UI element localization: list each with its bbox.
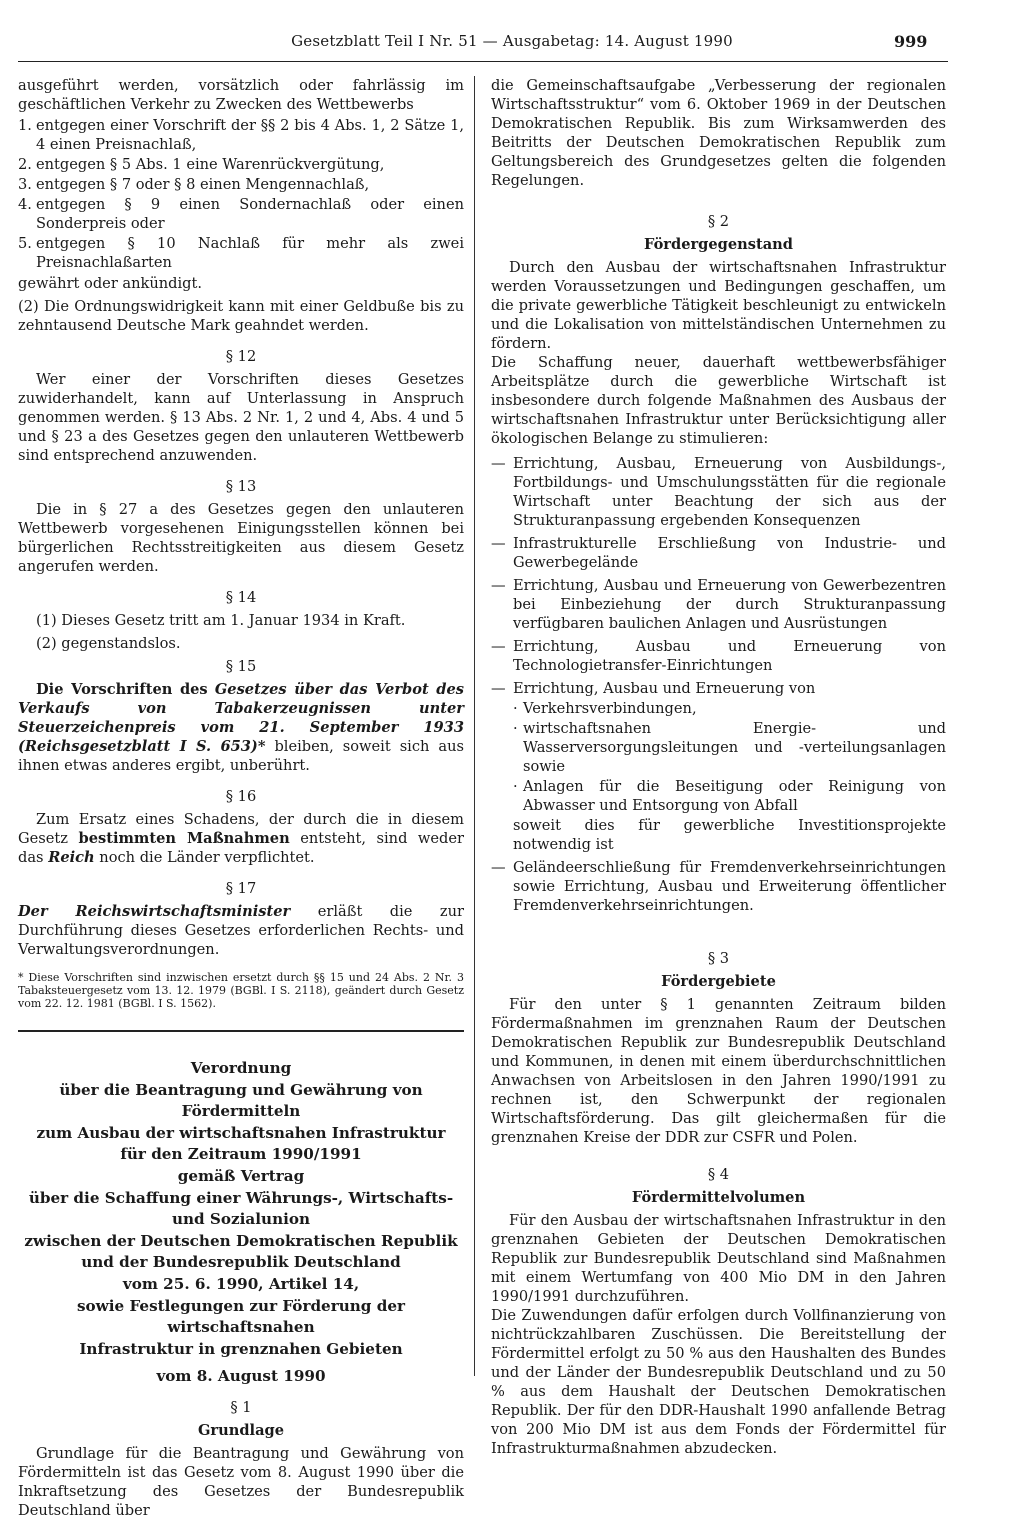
section-16-part-c: entsteht, sind weder das xyxy=(18,830,464,866)
sub-list-text: wirtschaftsnahen Energie- und Wasserversorgungsleitungen und -verteilungsanlagen sowie xyxy=(523,720,946,775)
list-text: Errichtung, Ausbau und Erneuerung von Gewerbezentren bei Einbeziehung der durch Strukturanpassung verfügbaren baulichen Anlagen und Ausrüstungen xyxy=(513,577,946,632)
list-number: 5. xyxy=(18,235,32,252)
ordinance-title-line: vom 25. 6. 1990, Artikel 14, xyxy=(122,1274,360,1293)
list-item xyxy=(18,116,464,154)
list-number: 2. xyxy=(18,156,32,173)
section-4-paragraph-1: Für den Ausbau der wirtschaftsnahen Infrastruktur in den grenznahen Gebieten der Deutschen Demokratischen Republik zur Bundesrepublik Deutschland sind Maßnahmen mit einem Wertumfang von 400 Mio DM in den Jahren 1990/1991 durchzuführen. xyxy=(491,1212,946,1305)
section-2-title: Fördergegenstand xyxy=(644,236,793,253)
section-15-text xyxy=(18,680,464,775)
section-13-heading: § 13 xyxy=(225,478,257,495)
section-15-lead: Die Vorschriften des xyxy=(36,681,208,698)
list-text: Errichtung, Ausbau und Erneuerung von Technologietransfer-Einrichtungen xyxy=(513,638,946,674)
list-item: — Errichtung, Ausbau und Erneuerung von Technologietransfer-Einrichtungen xyxy=(491,638,946,674)
section-15-tail: bleiben, soweit sich aus ihnen etwas anderes ergibt, unberührt. xyxy=(18,738,464,774)
paragraph-2: (2) Die Ordnungswidrigkeit kann mit einer Geldbuße bis zu zehntausend Deutsche Mark geahndet werden. xyxy=(18,298,464,334)
list-item: — Geländeerschließung für Fremdenverkehrseinrichtungen sowie Errichtung, Ausbau und Erweiterung öffentlicher Fremdenverkehrseinrichtungen. xyxy=(491,859,946,914)
section-1-text: Grundlage für die Beantragung und Gewährung von Fördermitteln ist das Gesetz vom 8. August 1990 über die Inkraftsetzung des Gesetzes der Bundesrepublik Deutschland über xyxy=(18,1444,464,1519)
numbered-list xyxy=(18,116,464,272)
section-separator xyxy=(18,1030,464,1032)
list-item-body xyxy=(513,679,946,854)
section-16-reich: Reich xyxy=(48,849,95,866)
column-divider xyxy=(474,76,475,1376)
section-15-heading: § 15 xyxy=(225,658,257,675)
section-2-paragraph-1: Durch den Ausbau der wirtschaftsnahen Infrastruktur werden Voraussetzungen und Bedingungen geschaffen, um die private gewerbliche Tätigkeit beschleunigt zu entwickeln und die Lokalisation von mittelständischen Unternehmen zu fördern. xyxy=(491,259,946,352)
intro-text: ausgeführt werden, vorsätzlich oder fahrlässig im geschäftlichen Verkehr zu Zwecken des Wettbewerbs xyxy=(18,77,464,113)
sub-list-item: · Anlagen für die Beseitigung oder Reinigung von Abwasser und Entsorgung von Abfall xyxy=(513,778,946,814)
section-15-law-title: Gesetzes über das Verbot des Verkaufs von Tabakerzeugnissen unter Steuerzeichenpreis vom 21. September 1933 (Reichsgesetzblatt I S. 653)* xyxy=(18,681,465,755)
section-16-part-e: noch die Länder verpflichtet. xyxy=(99,849,315,866)
list-number: 3. xyxy=(18,176,32,193)
list-number: 1. xyxy=(18,117,32,134)
list-text: Geländeerschließung für Fremdenverkehrseinrichtungen sowie Errichtung, Ausbau und Erweiterung öffentlicher Fremdenverkehrseinrichtungen. xyxy=(513,859,946,914)
after-list-text: gewährt oder ankündigt. xyxy=(18,275,203,292)
section-17-minister: Der Reichswirtschaftsminister xyxy=(18,903,291,920)
list-text: entgegen § 9 einen Sondernachlaß oder einen Sonderpreis oder xyxy=(36,196,464,232)
page-number: 999 xyxy=(894,32,928,51)
list-text: entgegen einer Vorschrift der §§ 2 bis 4 Abs. 1, 2 Sätze 1, 4 einen Preisnachlaß, xyxy=(36,117,464,153)
section-4-paragraph-2: Die Zuwendungen dafür erfolgen durch Vollfinanzierung von nichtrückzahlbaren Zuschüssen. Die Bereitstellung der Fördermittel erfolgt zu 50 % aus den Haushalten des Bundes und der Länder der Bundesrepublik Deutschland und zu 50 % aus dem Haushalt der Deutschen Demokratischen Republik. Der für den DDR-Haushalt 1990 anfallende Betrag von 200 Mio DM ist aus dem Fonds der Fördermittel für Infrastrukturmaßnahmen abzudecken. xyxy=(491,1307,946,1457)
sub-list-item: · wirtschaftsnahen Energie- und Wasserversorgungsleitungen und -verteilungsanlagen sowie xyxy=(513,720,946,775)
section-16-part-a: Zum Ersatz eines Schadens, der durch die in diesem Gesetz xyxy=(18,811,464,847)
ordinance-title-line: sowie Festlegungen zur Förderung der wirtschaftsnahen xyxy=(77,1296,405,1337)
header-rule xyxy=(18,61,948,62)
right-column xyxy=(491,76,946,1458)
sub-list-text: Verkehrsverbindungen, xyxy=(523,700,697,717)
section-1-title: Grundlage xyxy=(197,1421,285,1439)
continuation-text: die Gemeinschaftsaufgabe „Verbesserung der regionalen Wirtschaftsstruktur“ vom 6. Oktober 1969 in der Deutschen Demokratischen Republik. Bis zum Wirksamwerden des Beitritts der Deutschen Demokratischen Republik zum Geltungsbereich des Grundgesetzes gelten die folgenden Regelungen. xyxy=(491,77,946,189)
list-text: Errichtung, Ausbau, Erneuerung von Ausbildungs-, Fortbildungs- und Umschulungsstätten für die regionale Wirtschaft unter Beachtung der sich aus der Strukturanpassung ergebenden Konsequenzen xyxy=(513,455,946,529)
measures-list xyxy=(491,454,946,915)
ordinance-date: vom 8. August 1990 xyxy=(156,1367,326,1386)
section-1-heading: § 1 xyxy=(230,1398,252,1416)
section-12-heading: § 12 xyxy=(225,348,257,365)
section-12-text: Wer einer der Vorschriften dieses Gesetzes zuwiderhandelt, kann auf Unterlassung in Anspruch genommen werden. § 13 Abs. 2 Nr. 1, 2 und 4, Abs. 4 und 5 und § 23 a des Gesetzes gegen den unlauteren Wettbewerb sind entsprechend anzuwenden. xyxy=(18,371,464,464)
list-number: 4. xyxy=(18,196,32,213)
list-item xyxy=(18,155,464,174)
list-item: — Infrastrukturelle Erschließung von Industrie- und Gewerbegelände xyxy=(491,535,946,571)
list-item: — Errichtung, Ausbau und Erneuerung von Gewerbezentren bei Einbeziehung der durch Strukturanpassung verfügbaren baulichen Anlagen und Ausrüstungen xyxy=(491,577,946,632)
ordinance-title-line: über die Beantragung und Gewährung von Fördermitteln xyxy=(59,1080,423,1121)
section-14-paragraph-2: (2) gegenstandslos. xyxy=(36,635,181,652)
section-3-heading: § 3 xyxy=(707,950,730,967)
ordinance-title-line: Verordnung xyxy=(190,1059,292,1077)
list-text: Infrastrukturelle Erschließung von Industrie- und Gewerbegelände xyxy=(513,535,946,571)
ordinance-title-line: Infrastruktur in grenznahen Gebieten xyxy=(79,1339,403,1358)
section-14-paragraph-1: (1) Dieses Gesetz tritt am 1. Januar 1934 in Kraft. xyxy=(36,612,406,629)
section-13-text: Die in § 27 a des Gesetzes gegen den unlauteren Wettbewerb vorgesehenen Einigungsstellen können bei bürgerlichen Rechtsstreitigkeiten aus diesem Gesetz angerufen werden. xyxy=(18,501,464,575)
sub-list-after: soweit dies für gewerbliche Investitionsprojekte notwendig ist xyxy=(513,817,946,853)
section-17-text xyxy=(18,902,464,959)
section-16-heading: § 16 xyxy=(225,788,257,805)
list-text: entgegen § 5 Abs. 1 eine Warenrückvergütung, xyxy=(36,156,385,173)
ordinance-title-line: und der Bundesrepublik Deutschland xyxy=(81,1253,401,1272)
ordinance-title-line: zwischen der Deutschen Demokratischen Republik xyxy=(24,1231,458,1250)
section-14-heading: § 14 xyxy=(225,589,257,606)
section-17-tail: erläßt die zur Durchführung dieses Gesetzes erforderlichen Rechts- und Verwaltungsverordnungen. xyxy=(18,903,464,958)
section-3-text: Für den unter § 1 genannten Zeitraum bilden Fördermaßnahmen im grenznahen Raum der Deutschen Demokratischen Republik zur Bundesrepublik Deutschland und Kommunen, in denen mit einem überdurchschnittlichen Anwachsen von Arbeitslosen in den Jahren 1990/1991 zu rechnen ist, den Schwerpunkt der regionalen Wirtschaftsförderung. Das gilt gleichermaßen für die grenznahen Kreise der DDR zur CSFR und Polen. xyxy=(491,996,946,1146)
left-column xyxy=(18,76,464,1520)
section-3-title: Fördergebiete xyxy=(661,973,776,990)
list-item: — Errichtung, Ausbau und Erneuerung von · Verkehrsverbindungen, · wirtschaftsnahen Energie- und Wasserversorgungsleitungen und -verteilungsanlagen sowie · Anlagen für die Beseitigung oder Reinigung von Abwasser und Entsorgung von Abfall soweit dies für gewerbliche Investitionsprojekte notwendig ist xyxy=(491,680,946,853)
section-4-heading: § 4 xyxy=(707,1166,730,1183)
ordinance-title-line: für den Zeitraum 1990/1991 xyxy=(120,1145,362,1164)
section-16-text xyxy=(18,810,464,867)
sub-list-item: · Verkehrsverbindungen, xyxy=(513,699,946,718)
running-head: Gesetzblatt Teil I Nr. 51 — Ausgabetag: 14. August 1990 xyxy=(291,32,733,50)
section-17-heading: § 17 xyxy=(225,880,257,897)
section-2-heading: § 2 xyxy=(707,213,730,230)
page-header xyxy=(0,32,1024,56)
list-item: — Errichtung, Ausbau, Erneuerung von Ausbildungs-, Fortbildungs- und Umschulungsstätten für die regionale Wirtschaft unter Beachtung der sich aus der Strukturanpassung ergebenden Konsequenzen xyxy=(491,455,946,529)
sub-list-text: Anlagen für die Beseitigung oder Reinigung von Abwasser und Entsorgung von Abfall xyxy=(523,778,946,814)
list-item xyxy=(18,234,464,272)
footnote: * Diese Vorschriften sind inzwischen ersetzt durch §§ 15 und 24 Abs. 2 Nr. 3 Tabaksteuergesetz vom 13. 12. 1979 (BGBl. I S. 2118), geändert durch Gesetz vom 22. 12. 1981 (BGBl. I S. 1562). xyxy=(18,971,464,1010)
ordinance-title xyxy=(18,1058,464,1360)
section-2-paragraph-2: Die Schaffung neuer, dauerhaft wettbewerbsfähiger Arbeitsplätze durch die gewerbliche Wirtschaft ist insbesondere durch folgende Maßnahmen des Ausbaus der wirtschaftsnahen Infrastruktur unter Berücksichtigung aller ökologischen Belange zu stimulieren: xyxy=(491,354,946,447)
section-4-title: Fördermittelvolumen xyxy=(631,1189,806,1206)
list-item xyxy=(18,195,464,233)
section-16-emphasis: bestimmten Maßnahmen xyxy=(78,830,290,847)
list-text: Errichtung, Ausbau und Erneuerung von xyxy=(513,680,816,697)
ordinance-title-line: zum Ausbau der wirtschaftsnahen Infrastruktur xyxy=(36,1123,446,1142)
ordinance-title-line: über die Schaffung einer Währungs-, Wirtschafts- xyxy=(28,1188,454,1207)
list-item xyxy=(18,175,464,194)
list-text: entgegen § 10 Nachlaß für mehr als zwei Preisnachlaßarten xyxy=(36,235,464,271)
ordinance-title-line: gemäß Vertrag xyxy=(177,1166,305,1185)
list-text: entgegen § 7 oder § 8 einen Mengennachlaß, xyxy=(36,176,370,193)
ordinance-title-line: und Sozialunion xyxy=(171,1210,311,1229)
